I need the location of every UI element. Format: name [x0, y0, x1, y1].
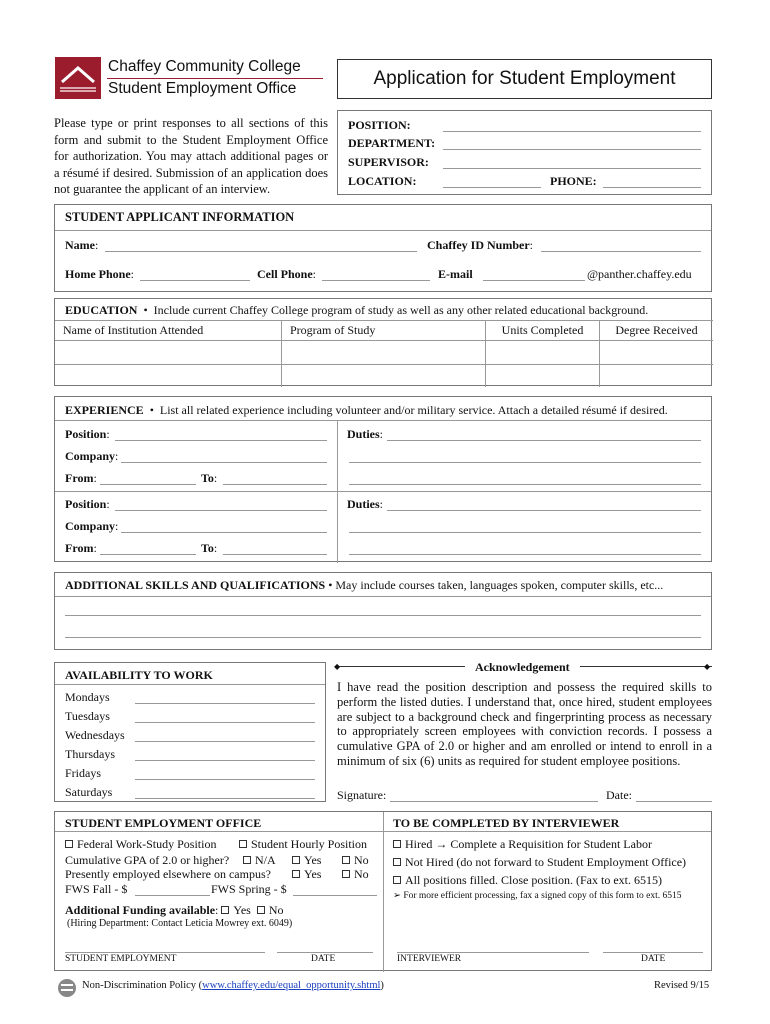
fws-fall-field[interactable]	[135, 895, 210, 896]
not-hired-label: Not Hired (do not forward to Student Employment Office)	[405, 855, 687, 869]
gpa-no-label: No	[354, 853, 369, 867]
email-field[interactable]	[483, 280, 585, 281]
edu-col-program: Program of Study	[282, 321, 486, 341]
fws-spring-field[interactable]	[293, 895, 377, 896]
interviewer-signature-label: INTERVIEWER	[397, 954, 462, 964]
edu-col-institution: Name of Institution Attended	[55, 321, 282, 341]
footer-policy	[82, 980, 384, 991]
experience-note: List all related experience including volunteer and/or military service. Attach a detailed résumé if desired.	[159, 403, 668, 417]
education-section	[54, 298, 712, 386]
office-date-label: DATE	[311, 954, 336, 964]
employed-no-option[interactable]	[342, 867, 369, 882]
department-field[interactable]	[443, 149, 701, 150]
hired-label: Hired → Complete a Requisition for Student Labor	[405, 837, 652, 851]
checkbox-icon[interactable]	[393, 876, 401, 884]
ack-signature-label: Signature:	[337, 788, 387, 802]
exp1-position-label-wrap: Position:	[65, 427, 110, 441]
exp1-company-label-wrap: Company:	[65, 449, 119, 463]
hired-option[interactable]	[393, 837, 652, 852]
all-filled-label: All positions filled. Close position. (Fax to ext. 6515)	[405, 873, 662, 887]
exp2-position-label: Position	[65, 497, 107, 511]
office-signature-field[interactable]	[65, 952, 265, 953]
skills-heading: ADDITIONAL SKILLS AND QUALIFICATIONS	[65, 578, 326, 592]
hiring-dept-note: (Hiring Department: Contact Leticia Mowrey ext. 6049)	[67, 918, 293, 929]
exp1-from-field[interactable]	[100, 484, 196, 485]
name-label-wrap: Name:	[65, 238, 99, 252]
funding-no-label: No	[268, 903, 284, 917]
exp2-to-label-wrap: To:	[201, 541, 218, 555]
logo-mark-icon	[56, 58, 100, 98]
fws-position-option[interactable]	[65, 837, 216, 852]
edu-row2-degree[interactable]	[600, 365, 713, 387]
edu-col-degree: Degree Received	[600, 321, 713, 341]
hourly-position-option[interactable]	[239, 837, 367, 852]
ack-heading: Acknowledgement	[465, 660, 580, 675]
revised-date: Revised 9/15	[654, 980, 710, 991]
exp2-duties-line3[interactable]	[349, 554, 701, 555]
exp2-company-label-wrap: Company:	[65, 519, 119, 533]
ack-diamond-left-icon: ◆	[334, 662, 341, 671]
day-wednesdays: Wednesdays	[65, 728, 125, 742]
availability-section	[54, 662, 326, 802]
header-divider	[107, 78, 323, 79]
ack-date-label: Date:	[606, 788, 632, 802]
saturdays-field[interactable]	[135, 798, 315, 799]
office-name: Student Employment Office	[108, 80, 297, 97]
exp1-position-label: Position	[65, 427, 107, 441]
day-saturdays: Saturdays	[65, 785, 113, 799]
employed-no-label: No	[354, 867, 369, 881]
edu-row1-program[interactable]	[282, 341, 486, 365]
exp2-from-field[interactable]	[100, 554, 196, 555]
office-interviewer-box	[54, 811, 712, 971]
skills-heading-row: ADDITIONAL SKILLS AND QUALIFICATIONS • May include courses taken, languages spoken, computer skills, etc...	[55, 573, 711, 597]
exp1-to-label-wrap: To:	[201, 471, 218, 485]
hourly-position-label: Student Hourly Position	[251, 837, 368, 851]
exp2-company-field[interactable]	[121, 532, 327, 533]
home-phone-field[interactable]	[140, 280, 250, 281]
arrow-bullet-icon: ➢	[393, 891, 401, 901]
wednesdays-field[interactable]	[135, 741, 315, 742]
phone-field[interactable]	[603, 187, 701, 188]
ack-diamond-right-icon: ◆	[704, 662, 711, 671]
checkbox-icon[interactable]	[342, 870, 350, 878]
ack-signature-field[interactable]	[390, 801, 598, 802]
exp2-company-label: Company	[65, 519, 116, 533]
skills-line1[interactable]	[65, 615, 701, 616]
exp2-duties-line1[interactable]	[387, 510, 701, 511]
checkbox-icon[interactable]	[393, 840, 401, 848]
additional-funding-label: Additional Funding available	[65, 903, 216, 917]
experience-heading: EXPERIENCE	[65, 403, 144, 417]
interviewer-date-label: DATE	[641, 954, 666, 964]
policy-close: )	[380, 980, 384, 991]
chaffey-id-field[interactable]	[541, 251, 701, 252]
intro-text: Please type or print responses to all sections of this form and submit to the Student Employment Office for authorization. You may attach additional pages or a résumé if desired. Submission of an application does not guarantee the applicant of an interview.	[54, 116, 328, 196]
name-label: Name	[65, 238, 95, 252]
skills-section	[54, 572, 712, 650]
exp1-duties-line2[interactable]	[349, 462, 701, 463]
office-signature-label: STUDENT EMPLOYMENT	[65, 954, 177, 964]
education-heading: EDUCATION	[65, 303, 138, 317]
form-title: Application for Student Employment	[337, 59, 712, 99]
applicant-section	[54, 204, 712, 292]
checkbox-icon[interactable]	[342, 856, 350, 864]
fridays-field[interactable]	[135, 779, 315, 780]
supervisor-label: SUPERVISOR:	[348, 155, 429, 169]
interviewer-date-field[interactable]	[603, 952, 703, 953]
cell-phone-label: Cell Phone	[257, 267, 313, 281]
college-logo	[55, 57, 101, 99]
education-note: Include current Chaffey College program of study as well as any other related educational background.	[153, 303, 649, 317]
exp1-from-label-wrap: From:	[65, 471, 97, 485]
exp1-to-field[interactable]	[223, 484, 327, 485]
edu-row2-program[interactable]	[282, 365, 486, 387]
position-box	[337, 110, 712, 195]
fax-note-row	[393, 890, 682, 901]
skills-note: May include courses taken, languages spoken, computer skills, etc...	[335, 578, 664, 592]
checkbox-icon[interactable]	[221, 906, 229, 914]
chaffey-id-label: Chaffey ID Number	[427, 238, 530, 252]
employed-question: Presently employed elsewhere on campus?	[65, 867, 271, 881]
exp1-company-field[interactable]	[121, 462, 327, 463]
not-hired-option[interactable]	[393, 855, 686, 870]
availability-heading: AVAILABILITY TO WORK	[55, 663, 325, 685]
day-mondays: Mondays	[65, 690, 110, 704]
fws-spring-label: FWS Spring - $	[211, 882, 287, 896]
cell-phone-field[interactable]	[322, 280, 430, 281]
checkbox-icon[interactable]	[292, 870, 300, 878]
gpa-yes-option[interactable]	[292, 853, 321, 868]
exp1-duties-label: Duties	[347, 427, 380, 441]
interviewer-signature-field[interactable]	[397, 952, 589, 953]
fws-fall-label: FWS Fall - $	[65, 882, 128, 896]
skills-line2[interactable]	[65, 637, 701, 638]
day-tuesdays: Tuesdays	[65, 709, 110, 723]
applicant-heading: STUDENT APPLICANT INFORMATION	[55, 205, 711, 231]
edu-row2-units[interactable]	[486, 365, 600, 387]
gpa-na-option[interactable]	[243, 853, 276, 868]
tuesdays-field[interactable]	[135, 722, 315, 723]
funding-yes-label: Yes	[233, 903, 251, 917]
experience-heading-row: EXPERIENCE • List all related experience including volunteer and/or military service. Attach a detailed résumé if desired.	[55, 397, 711, 421]
exp2-from-label: From	[65, 541, 94, 555]
funding-no-option[interactable]	[257, 903, 284, 917]
email-label: E-mail	[438, 267, 473, 281]
position-label: POSITION:	[348, 118, 411, 132]
experience-divider	[337, 421, 338, 563]
home-phone-label: Home Phone	[65, 267, 131, 281]
exp2-duties-label: Duties	[347, 497, 380, 511]
position-field[interactable]	[443, 131, 701, 132]
day-thursdays: Thursdays	[65, 747, 115, 761]
gpa-question: Cumulative GPA of 2.0 or higher?	[65, 853, 230, 867]
home-phone-label-wrap: Home Phone:	[65, 267, 135, 281]
experience-row-divider	[55, 491, 711, 492]
phone-label: PHONE:	[550, 174, 597, 188]
gpa-no-option[interactable]	[342, 853, 369, 868]
exp1-duties-line1[interactable]	[387, 440, 701, 441]
all-filled-option[interactable]	[393, 873, 662, 888]
interviewer-heading: TO BE COMPLETED BY INTERVIEWER	[393, 816, 620, 830]
edu-row1-institution[interactable]	[55, 341, 282, 365]
exp2-from-label-wrap: From:	[65, 541, 97, 555]
supervisor-field[interactable]	[443, 168, 701, 169]
thursdays-field[interactable]	[135, 760, 315, 761]
checkbox-icon[interactable]	[393, 858, 401, 866]
policy-link[interactable]: www.chaffey.edu/equal_opportunity.shtml	[202, 980, 381, 991]
checkbox-icon[interactable]	[239, 840, 247, 848]
exp2-duties-line2[interactable]	[349, 532, 701, 533]
checkbox-icon[interactable]	[243, 856, 251, 864]
college-name: Chaffey Community College	[108, 58, 301, 75]
exp2-position-label-wrap: Position:	[65, 497, 110, 511]
checkbox-icon[interactable]	[292, 856, 300, 864]
day-fridays: Fridays	[65, 766, 101, 780]
exp1-duties-label-wrap: Duties:	[347, 427, 384, 441]
exp2-position-field[interactable]	[115, 510, 327, 511]
office-heading-rule	[55, 831, 711, 832]
gpa-na-label: N/A	[255, 853, 276, 867]
exp1-to-label: To	[201, 471, 214, 485]
edu-col-units: Units Completed	[486, 321, 600, 341]
department-label: DEPARTMENT:	[348, 136, 436, 150]
fax-note: For more efficient processing, fax a signed copy of this form to ext. 6515	[403, 891, 682, 901]
email-domain: @panther.chaffey.edu	[587, 267, 692, 281]
policy-label: Non-Discrimination Policy (	[82, 980, 203, 991]
office-heading: STUDENT EMPLOYMENT OFFICE	[65, 816, 262, 830]
exp2-duties-label-wrap: Duties:	[347, 497, 384, 511]
ack-text: I have read the position description and possess the required skills to perform the listed duties. I understand that, once hired, student employees are subject to a background check and fingerprinting process as necessary to appropriately screen employees with conviction records. I possess a cumulative GPA of 2.0 or higher and am enrolled or intend to enroll in a minimum of six (6) units as required for student employee positions.	[337, 680, 712, 768]
cell-phone-label-wrap: Cell Phone:	[257, 267, 317, 281]
name-field[interactable]	[105, 251, 417, 252]
exp1-position-field[interactable]	[115, 440, 327, 441]
mondays-field[interactable]	[135, 703, 315, 704]
exp1-duties-line3[interactable]	[349, 484, 701, 485]
ack-date-field[interactable]	[636, 801, 712, 802]
edu-row2-institution[interactable]	[55, 365, 282, 387]
exp1-company-label: Company	[65, 449, 116, 463]
location-field[interactable]	[443, 187, 541, 188]
funding-yes-option[interactable]	[221, 903, 250, 917]
employed-yes-option[interactable]	[292, 867, 321, 882]
education-table	[55, 320, 713, 337]
equal-housing-icon	[58, 979, 76, 997]
office-date-field[interactable]	[277, 952, 373, 953]
location-label: LOCATION:	[348, 174, 417, 188]
chaffey-id-label-wrap: Chaffey ID Number:	[427, 238, 533, 252]
checkbox-icon[interactable]	[257, 906, 265, 914]
checkbox-icon[interactable]	[65, 840, 73, 848]
exp2-to-label: To	[201, 541, 214, 555]
employed-yes-label: Yes	[304, 867, 322, 881]
gpa-yes-label: Yes	[304, 853, 322, 867]
exp1-from-label: From	[65, 471, 94, 485]
edu-row1-degree[interactable]	[600, 341, 713, 365]
edu-row1-units[interactable]	[486, 341, 600, 365]
additional-funding-row: Additional Funding available: Yes No	[65, 903, 284, 917]
office-divider	[383, 812, 384, 972]
experience-section	[54, 396, 712, 562]
fws-position-label: Federal Work-Study Position	[77, 837, 217, 851]
exp2-to-field[interactable]	[223, 554, 327, 555]
education-heading-row: EDUCATION • Include current Chaffey College program of study as well as any other related educational background.	[65, 303, 649, 317]
